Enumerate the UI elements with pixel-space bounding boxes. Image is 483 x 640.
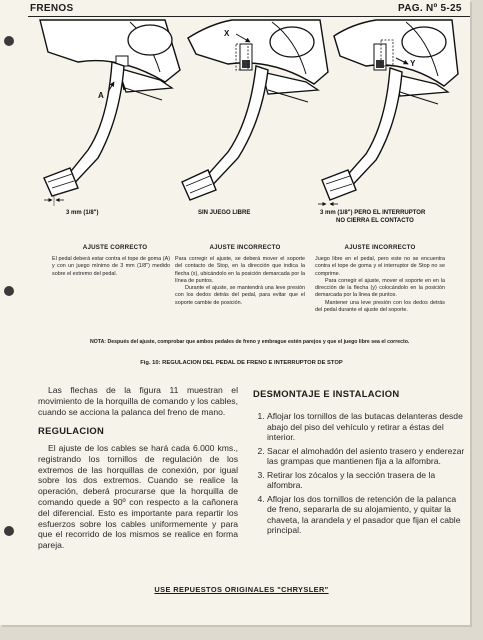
pedal-diagram-correct (40, 20, 180, 216)
binder-hole (4, 286, 14, 296)
binder-hole (4, 526, 14, 536)
page-number: PAG. Nº 5-25 (398, 3, 462, 14)
adjustment-note: NOTA: Después del ajuste, comprobar que ambos pedales de freno y embrague estén parejos y que el juego libre sea el correcto. (90, 339, 410, 345)
callout-a: A (98, 91, 104, 100)
free-play-dim-3: 3 mm (1/8") PERO EL INTERRUPTOR (320, 210, 426, 216)
section-title: FRENOS (30, 3, 74, 14)
panel-text-correct: El pedal deberá estar contra el tope de goma (A) y con un juego mínimo de 3 mm (1/8") medido sobre el extremo del pedal. (52, 256, 170, 277)
list-item: 4. Aflojar los dos tornillos de retención de la palanca de freno, separarla de su alojamiento, y quitar la chaveta, la arandela y el pasador que fijan el cable principal. (267, 494, 467, 536)
switch-open-label: NO CIERRA EL CONTACTO (336, 218, 414, 224)
callout-x: X (224, 29, 230, 38)
panel-title-incorrect-1: AJUSTE INCORRECTO (209, 244, 281, 251)
pedal-diagram-no-play (182, 20, 328, 216)
heading-regulacion: REGULACION (38, 425, 105, 436)
pedal-diagram-switch-open (318, 20, 458, 224)
pedal-adjustment-illustration (0, 18, 470, 233)
free-play-dim-1: 3 mm (1/8") (66, 210, 99, 216)
panel-text-incorrect-2: Juego libre en el pedal, pero este no se encuentra contra el tope de goma y el interruptor de Stop no se comprime. Para corregir el ajuste, mover el soporte en en la dirección de la flecha (y) colocándolo en la posición demarcada por la línea de puntos. Mantener una leve presión con los dedos detrás del pedal durante el ajuste del soporte. (315, 256, 445, 314)
removal-steps (253, 411, 467, 539)
regulation-paragraph: El ajuste de los cables se hará cada 6.000 kms., registrando los tornillos de regulación de los extremos de las horquillas de conexión, por igual sobre los dos extremos. Cuando se realice la operación, deberá procurarse que la horquilla de comando quede a 90º con respecto a la cañonera del diferencial. Esto es importante para repartir los esfuerzos sobre los cables uniformemente y para que el recorrido de los mismos se realice en forma pareja. (38, 443, 238, 551)
panel-text-incorrect-1: Para corregir el ajuste, se deberá mover el soporte del contacto de Stop, en la dirección que indica la flecha (x), ubicándolo en la posición demarcada por la línea de puntos. Durante el ajuste, se mantendrá una leve presión con los dedos detrás del pedal, para evitar que el soporte cambie de posición. (175, 256, 305, 306)
footer-notice: USE REPUESTOS ORIGINALES "CHRYSLER" (154, 585, 329, 594)
panel-title-correct: AJUSTE CORRECTO (82, 244, 148, 251)
list-item: 2. Sacar el almohadón del asiento trasero y enderezar las grampas que mantienen fija a la alfombra. (267, 446, 467, 467)
intro-paragraph: Las flechas de la figura 11 muestran el movimiento de la horquilla de comando y los cables, cuando se acciona la palanca del freno de mano. (38, 385, 238, 417)
list-item: 3. Retirar los zócalos y la sección trasera de la alfombra. (267, 470, 467, 491)
no-play-label: SIN JUEGO LIBRE (198, 210, 251, 216)
panel-title-incorrect-2: AJUSTE INCORRECTO (344, 244, 416, 251)
callout-y: Y (410, 59, 416, 68)
heading-desmontaje: DESMONTAJE E INSTALACION (253, 388, 400, 399)
list-item: 1. Aflojar los tornillos de las butacas delanteras desde abajo del piso del vehículo y retirar a éstas del interior. (267, 411, 467, 443)
figure-caption: Fig. 10: REGULACION DEL PEDAL DE FRENO E INTERRUPTOR DE STOP (140, 360, 343, 366)
